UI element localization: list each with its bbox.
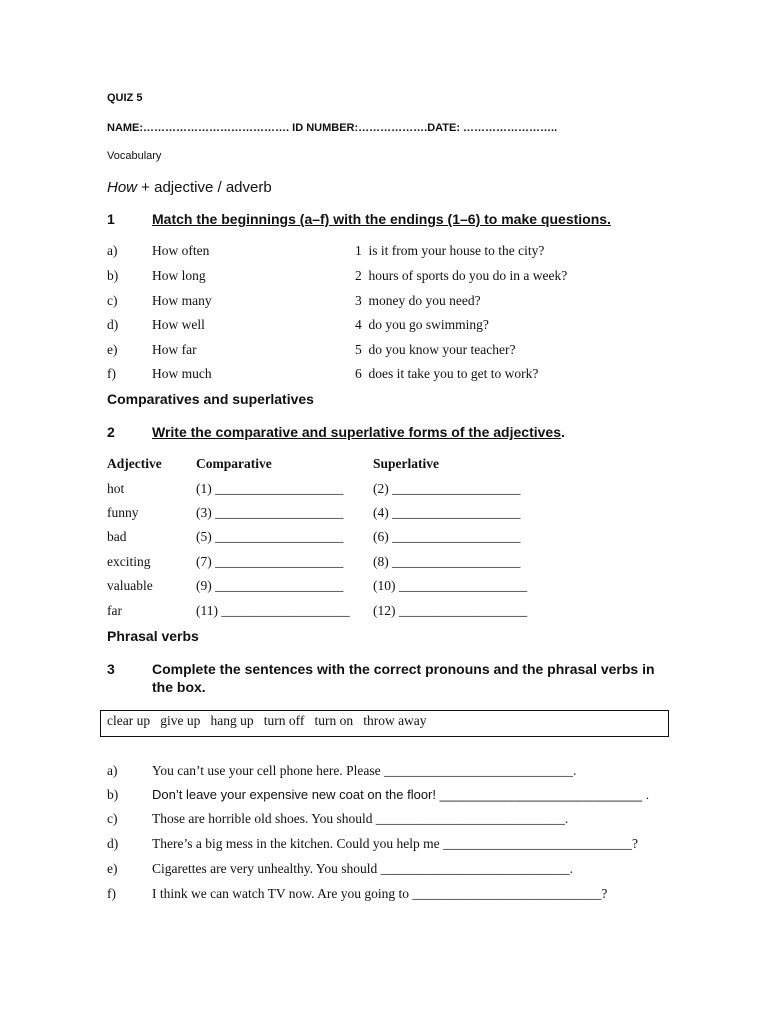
comparative-blank[interactable]: (7) ___________________ [196,554,344,569]
adjective-cell: valuable [107,578,153,593]
section-vocabulary-label: Vocabulary [107,150,162,162]
exercise3-instruction: Complete the sentences with the correct pronouns and the phrasal verbs in the box. [152,661,655,695]
beginning-text: How much [152,366,212,381]
exercise2-instruction [152,424,565,442]
adjective-cell: bad [107,529,127,544]
superlative-blank[interactable]: (12) ___________________ [373,603,528,618]
sentence-text[interactable]: Cigarettes are very unhealthy. You should ____________________________. [152,861,573,876]
superlative-blank[interactable]: (8) ___________________ [373,554,521,569]
exercise2-instruction-text: Write the comparative and superlative forms of the adjectives [152,424,561,440]
beginning-text: How often [152,243,210,258]
beginning-letter: d) [107,317,119,332]
exercise2-number: 2 [107,424,115,440]
exercise2-instruction-end: . [560,424,565,440]
header-superlative: Superlative [373,456,439,471]
sentence-letter: e) [107,861,118,876]
comparative-blank[interactable]: (5) ___________________ [196,529,344,544]
sentence-letter: f) [107,886,116,901]
sentence-text[interactable]: You can’t use your cell phone here. Please ____________________________. [152,763,577,778]
ending-text: 2 hours of sports do you do in a week? [355,268,568,283]
quiz-title: QUIZ 5 [107,92,143,104]
sentence-letter: b) [107,787,119,802]
beginning-letter: c) [107,293,118,308]
ending-text: 1 is it from your house to the city? [355,243,545,258]
adjective-cell: funny [107,505,139,520]
adjective-cell: hot [107,481,125,496]
superlative-blank[interactable]: (4) ___________________ [373,505,521,520]
beginning-text: How long [152,268,206,283]
sentence-text[interactable]: Don’t leave your expensive new coat on the floor! ____________________________ . [152,787,650,802]
header-adjective: Adjective [107,456,162,471]
section2-title: Comparatives and superlatives [107,391,314,407]
sentence-letter: c) [107,811,118,826]
sentence-text[interactable]: Those are horrible old shoes. You should ____________________________. [152,811,569,826]
adjective-cell: far [107,603,122,618]
section3-title: Phrasal verbs [107,628,199,644]
section1-title-italic: How [107,179,138,196]
superlative-blank[interactable]: (10) ___________________ [373,578,528,593]
comparative-blank[interactable]: (11) ___________________ [196,603,350,618]
comparative-blank[interactable]: (1) ___________________ [196,481,344,496]
phrasal-verb-list: clear up give up hang up turn off turn on throw away [107,713,427,728]
beginning-letter: b) [107,268,119,283]
exercise3-number: 3 [107,661,115,677]
sentence-letter: d) [107,836,119,851]
adjective-cell: exciting [107,554,151,569]
header-comparative: Comparative [196,456,272,471]
beginning-text: How many [152,293,212,308]
exercise1-number: 1 [107,211,115,227]
beginning-letter: a) [107,243,118,258]
beginning-letter: f) [107,366,116,381]
student-info-line: NAME:…………………………………. ID NUMBER:……………….DATE: …………………….. [107,122,558,134]
superlative-blank[interactable]: (6) ___________________ [373,529,521,544]
ending-text: 4 do you go swimming? [355,317,489,332]
beginning-text: How well [152,317,205,332]
comparative-blank[interactable]: (3) ___________________ [196,505,344,520]
beginning-letter: e) [107,342,118,357]
phrasal-verb-box [100,710,669,737]
sentence-text[interactable]: There’s a big mess in the kitchen. Could you help me ____________________________? [152,836,638,851]
ending-text: 3 money do you need? [355,293,481,308]
section1-title-rest: + adjective / adverb [137,179,272,196]
comparative-blank[interactable]: (9) ___________________ [196,578,344,593]
ending-text: 6 does it take you to get to work? [355,366,539,381]
section1-title [107,179,272,196]
superlative-blank[interactable]: (2) ___________________ [373,481,521,496]
sentence-text[interactable]: I think we can watch TV now. Are you going to ____________________________? [152,886,608,901]
exercise1-instruction: Match the beginnings (a–f) with the endings (1–6) to make questions. [152,211,611,227]
beginning-text: How far [152,342,197,357]
sentence-letter: a) [107,763,118,778]
ending-text: 5 do you know your teacher? [355,342,516,357]
